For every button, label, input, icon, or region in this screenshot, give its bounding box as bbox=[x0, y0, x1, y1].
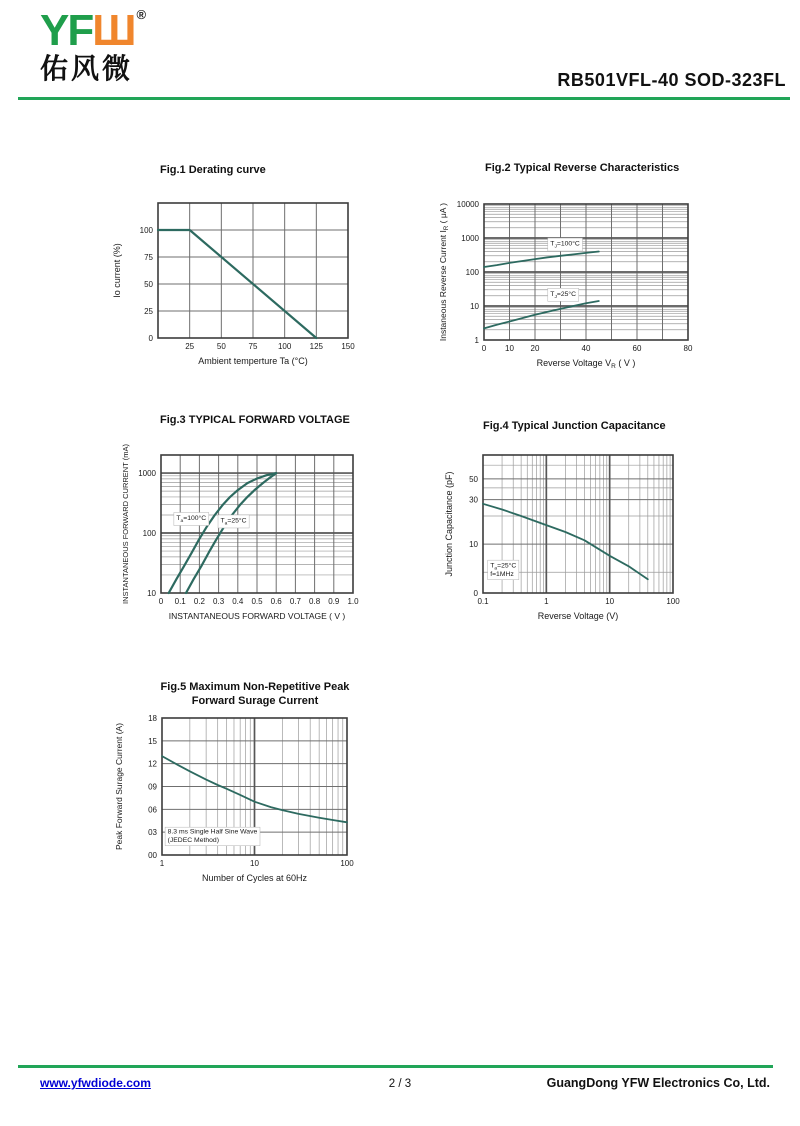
logo-wordmark bbox=[40, 8, 146, 53]
curve-annotation: $T_a=100^\circ C$ bbox=[176, 514, 207, 524]
svg-text:0: 0 bbox=[148, 334, 153, 343]
part-number-title: RB501VFL-40 SOD-323FL bbox=[557, 70, 786, 90]
registered-trademark-icon: ® bbox=[136, 7, 147, 22]
curve-annotation: (JEDEC Method) bbox=[167, 837, 219, 845]
svg-text:1: 1 bbox=[159, 859, 165, 868]
tj-100c-reverse-curve bbox=[484, 252, 599, 268]
curve-annotation: $T_J=100^\circ C$ bbox=[550, 240, 580, 250]
svg-text:Io current (%): Io current (%) bbox=[112, 243, 122, 298]
svg-text:12: 12 bbox=[148, 759, 157, 769]
svg-text:INSTANTANEOUS FORWARD VOLTAGE: INSTANTANEOUS FORWARD VOLTAGE ( V ) bbox=[168, 611, 346, 621]
fig3-chart-svg bbox=[100, 430, 380, 635]
brand-logo bbox=[40, 8, 146, 83]
svg-text:15: 15 bbox=[148, 736, 157, 746]
svg-text:100: 100 bbox=[340, 859, 354, 868]
svg-text:75: 75 bbox=[248, 342, 258, 351]
svg-text:30: 30 bbox=[469, 495, 478, 505]
figure-1-derating-curve bbox=[100, 164, 370, 399]
svg-text:10: 10 bbox=[469, 540, 478, 550]
curve-annotation: $T_a=25^\circ C$ bbox=[490, 562, 517, 572]
svg-text:Instaneous Reverse Current IR: Instaneous Reverse Current $I_R$ ( μA ) bbox=[438, 202, 450, 342]
svg-text:0.4: 0.4 bbox=[232, 597, 244, 606]
svg-text:1: 1 bbox=[474, 336, 479, 345]
svg-text:50: 50 bbox=[144, 280, 153, 289]
svg-text:75: 75 bbox=[144, 253, 153, 262]
fig5-title-line2: Forward Surage Current bbox=[191, 695, 319, 707]
svg-text:Reverse Voltage VR ( V ): Reverse Voltage $V_R$ ( V ) bbox=[536, 358, 636, 370]
curve-annotation: $T_a=25^\circ C$ bbox=[220, 517, 247, 527]
curve-annotation: $T_J=25^\circ C$ bbox=[550, 290, 577, 300]
page-number: 2 / 3 bbox=[388, 1078, 412, 1090]
svg-text:80: 80 bbox=[683, 344, 693, 353]
fig2-chart-svg bbox=[430, 178, 730, 398]
curve-annotation: 8.3 ms Single Half Sine Wave bbox=[167, 828, 258, 836]
figure-2-reverse-characteristics bbox=[430, 162, 730, 402]
figure-3-forward-voltage bbox=[100, 414, 380, 639]
svg-text:0.9: 0.9 bbox=[328, 597, 340, 606]
figure-5-surge-current bbox=[100, 680, 380, 900]
logo-w-letter: Ш bbox=[92, 6, 135, 55]
svg-text:50: 50 bbox=[216, 342, 226, 351]
svg-text:00: 00 bbox=[148, 851, 157, 860]
svg-text:1.0: 1.0 bbox=[347, 597, 359, 606]
svg-text:Ambient temperture Ta (°C): Ambient temperture Ta (°C) bbox=[198, 356, 308, 366]
svg-text:10: 10 bbox=[505, 344, 514, 353]
fig5-chart-svg bbox=[100, 710, 380, 900]
fig4-chart-svg bbox=[430, 436, 720, 641]
header-divider bbox=[18, 97, 790, 100]
svg-text:100: 100 bbox=[139, 226, 153, 235]
svg-text:25: 25 bbox=[144, 307, 153, 316]
svg-text:Reverse Voltage (V): Reverse Voltage (V) bbox=[537, 611, 619, 621]
svg-text:10: 10 bbox=[470, 302, 479, 311]
logo-yf-letters: YF bbox=[40, 6, 93, 55]
svg-text:Peak Forward Surage Current (A: Peak Forward Surage Current (A) bbox=[114, 722, 124, 851]
svg-text:25: 25 bbox=[185, 342, 195, 351]
svg-text:20: 20 bbox=[530, 344, 540, 353]
fig2-title: Fig.2 Typical Reverse Characteristics bbox=[485, 162, 680, 174]
svg-text:0: 0 bbox=[158, 597, 164, 606]
svg-text:0: 0 bbox=[473, 589, 478, 598]
website-link[interactable]: www.yfwdiode.com bbox=[40, 1076, 151, 1090]
tj-25c-reverse-curve bbox=[484, 301, 599, 328]
figure-4-junction-capacitance bbox=[430, 420, 720, 645]
svg-text:0: 0 bbox=[481, 344, 487, 353]
fig4-title: Fig.4 Typical Junction Capacitance bbox=[483, 420, 666, 432]
company-name: GuangDong YFW Electronics Co, Ltd. bbox=[546, 1076, 770, 1090]
svg-text:0.1: 0.1 bbox=[477, 597, 489, 606]
svg-text:100: 100 bbox=[142, 529, 156, 539]
svg-text:06: 06 bbox=[148, 805, 157, 815]
fig1-chart-svg bbox=[100, 180, 370, 399]
svg-text:1: 1 bbox=[544, 597, 549, 606]
svg-text:INSTANTANEOUS FORWARD CURRENT: INSTANTANEOUS FORWARD CURRENT (mA) bbox=[121, 443, 130, 605]
svg-text:1000: 1000 bbox=[138, 469, 156, 479]
fig1-title: Fig.1 Derating curve bbox=[160, 164, 266, 176]
svg-text:18: 18 bbox=[148, 714, 157, 723]
fig3-title: Fig.3 TYPICAL FORWARD VOLTAGE bbox=[160, 414, 350, 426]
svg-text:10: 10 bbox=[605, 597, 615, 606]
footer-divider bbox=[18, 1065, 773, 1068]
svg-text:0.8: 0.8 bbox=[309, 597, 321, 606]
svg-text:0.6: 0.6 bbox=[270, 597, 282, 606]
svg-text:03: 03 bbox=[148, 828, 157, 838]
svg-text:Number of Cycles at 60Hz: Number of Cycles at 60Hz bbox=[201, 873, 308, 883]
logo-chinese-name: 佑风微 bbox=[40, 53, 134, 84]
svg-text:10000: 10000 bbox=[456, 200, 479, 209]
svg-text:60: 60 bbox=[632, 344, 642, 353]
fig5-title-line1: Fig.5 Maximum Non-Repetitive Peak bbox=[160, 681, 350, 693]
fig5-title bbox=[130, 680, 380, 710]
svg-text:100: 100 bbox=[277, 342, 292, 351]
svg-text:50: 50 bbox=[469, 474, 478, 484]
svg-text:100: 100 bbox=[465, 268, 479, 277]
svg-text:Junction Capacitance (pF): Junction Capacitance (pF) bbox=[444, 471, 454, 577]
svg-text:10: 10 bbox=[147, 589, 156, 598]
svg-text:125: 125 bbox=[309, 342, 324, 351]
svg-text:150: 150 bbox=[341, 342, 355, 351]
svg-text:0.5: 0.5 bbox=[251, 597, 263, 606]
svg-text:0.2: 0.2 bbox=[193, 597, 205, 606]
svg-text:40: 40 bbox=[581, 344, 591, 353]
svg-text:0.7: 0.7 bbox=[289, 597, 301, 606]
svg-text:0.1: 0.1 bbox=[174, 597, 186, 606]
svg-text:09: 09 bbox=[148, 782, 157, 792]
svg-text:1000: 1000 bbox=[461, 234, 479, 243]
svg-text:100: 100 bbox=[666, 597, 680, 606]
svg-text:0.3: 0.3 bbox=[213, 597, 225, 606]
svg-text:10: 10 bbox=[250, 859, 259, 868]
curve-annotation: f=1MHz bbox=[490, 571, 514, 579]
